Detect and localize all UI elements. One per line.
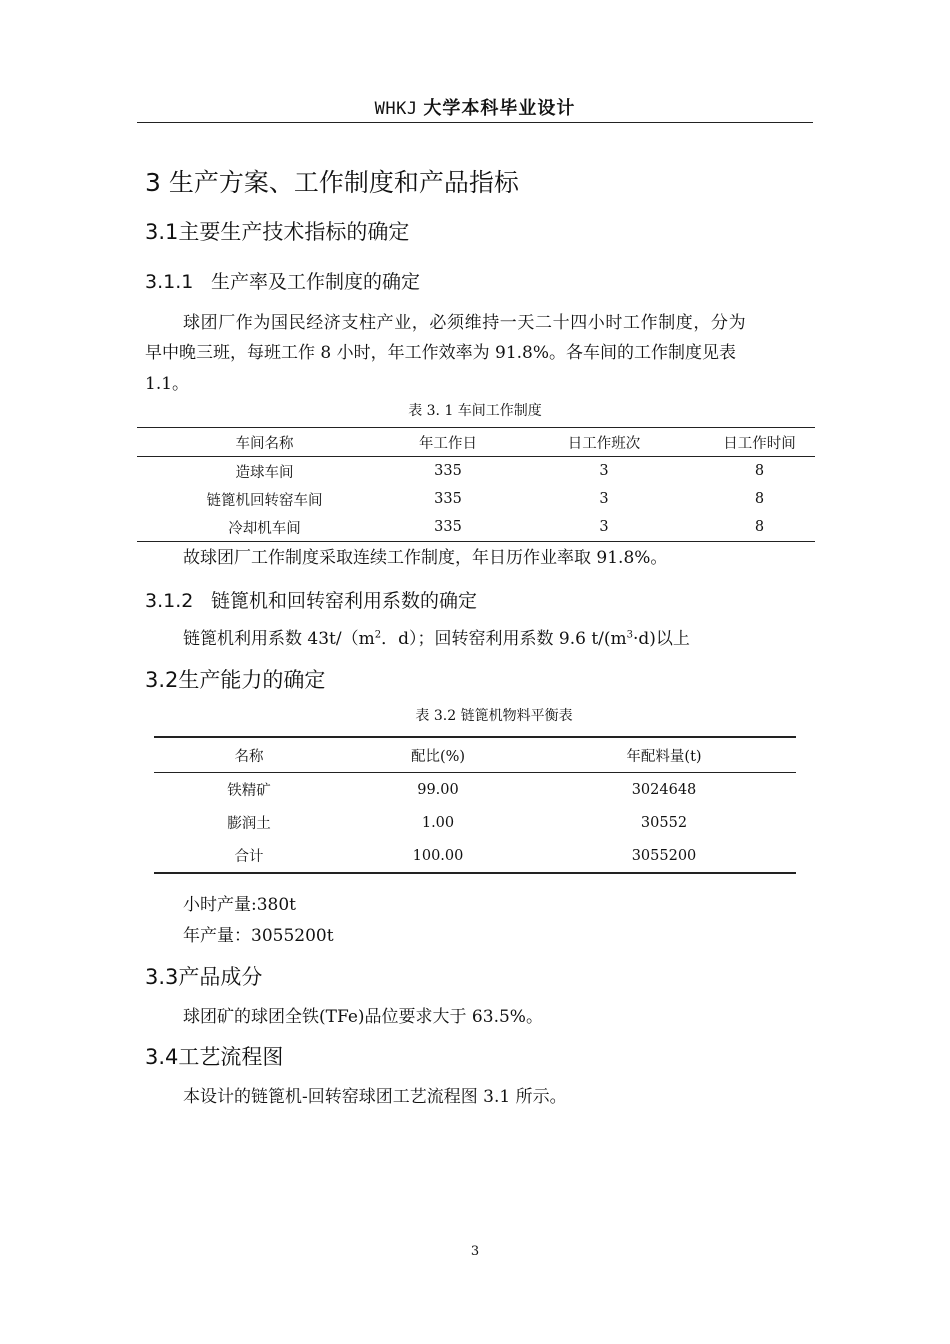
- column-header: 年配料量(t): [532, 737, 796, 773]
- section-3-2-heading: 3.2生产能力的确定: [145, 668, 326, 692]
- table-row: [154, 806, 796, 839]
- table-row: [137, 457, 815, 486]
- hourly-output: 小时产量:380t: [183, 895, 297, 915]
- superscript: 2: [374, 629, 382, 641]
- header-title: 大学本科毕业设计: [423, 98, 576, 119]
- page-header: [137, 96, 813, 123]
- table-cell: 3: [504, 513, 704, 542]
- table-cell: 铁精矿: [227, 783, 271, 799]
- text-run: 链篦机利用系数 43t/（m: [183, 629, 375, 649]
- table-cell: 1.00: [421, 814, 455, 831]
- material-balance-table: [154, 736, 796, 874]
- table-row: [137, 513, 815, 542]
- table-cell: 合计: [154, 839, 344, 873]
- page-number: 3: [470, 1244, 480, 1259]
- table-1-caption: 表 3. 1 车间工作制度: [408, 403, 542, 419]
- column-header: 日工作时间: [704, 428, 815, 457]
- text-run: ·d)以上: [633, 629, 690, 649]
- paragraph-line: 故球团厂工作制度采取连续工作制度，年日历作业率取 91.8%。: [183, 548, 668, 568]
- table-cell: 99.00: [417, 781, 459, 798]
- table-cell: 冷却机车间: [137, 513, 392, 542]
- workshop-schedule-table: [137, 427, 815, 542]
- paragraph-line: 1.1。: [145, 374, 190, 394]
- text-run: ．d）；回转窑利用系数 9.6 t/(m: [381, 629, 627, 649]
- superscript: 3: [626, 629, 634, 641]
- paragraph-line: 球团矿的球团全铁(TFe)品位要求大于 63.5%。: [183, 1007, 543, 1027]
- chapter-title: 3 生产方案、工作制度和产品指标: [145, 168, 519, 197]
- table-row: [154, 773, 796, 807]
- table-cell: 3: [599, 491, 609, 507]
- table-header-row: [154, 737, 796, 773]
- table-cell: 8: [754, 491, 765, 507]
- table-cell: 100.00: [344, 839, 532, 873]
- table-cell: 335: [392, 513, 504, 542]
- paragraph-line: 本设计的链篦机-回转窑球团工艺流程图 3.1 所示。: [183, 1087, 567, 1107]
- column-header: 日工作班次: [504, 428, 704, 457]
- section-3-3-heading: 3.3产品成分: [145, 965, 263, 989]
- section-number: 3.1.2: [145, 590, 194, 612]
- table-row: [154, 839, 796, 873]
- paragraph-line: 早中晚三班，每班工作 8 小时，年工作效率为 91.8%。各车间的工作制度见表: [145, 343, 737, 363]
- section-title: 链篦机和回转窑利用系数的确定: [211, 590, 478, 612]
- table-cell: 链篦机回转窑车间: [206, 492, 323, 509]
- table-cell: 膨润土: [227, 816, 271, 832]
- table-cell: 8: [754, 463, 765, 479]
- table-cell: 335: [434, 491, 462, 507]
- column-header: 车间名称: [137, 428, 392, 457]
- table-row: [137, 485, 815, 513]
- paragraph-line: 球团厂作为国民经济支柱产业，必须维持一天二十四小时工作制度，分为: [183, 313, 747, 333]
- utilization-coefficients: [183, 624, 690, 649]
- annual-output: 年产量：3055200t: [183, 926, 334, 946]
- header-latin: WHKJ: [374, 99, 418, 119]
- table-cell: 335: [434, 463, 462, 479]
- section-3-4-heading: 3.4工艺流程图: [145, 1045, 284, 1069]
- table-2-caption: 表 3.2 链篦机物料平衡表: [415, 708, 573, 724]
- table-cell: 8: [704, 513, 815, 542]
- table-cell: 3024648: [631, 781, 697, 798]
- section-3-1-heading: 3.1主要生产技术指标的确定: [145, 220, 410, 244]
- column-header: 配比(%): [344, 737, 532, 773]
- section-3-1-1-heading: [145, 267, 420, 294]
- section-3-1-2-heading: [145, 586, 477, 613]
- table-cell: 3055200: [532, 839, 796, 873]
- column-header: 名称: [154, 737, 344, 773]
- section-number: 3.1.1: [145, 271, 194, 293]
- column-header: 年工作日: [392, 428, 504, 457]
- table-cell: 造球车间: [235, 464, 294, 481]
- table-cell: 3: [599, 463, 609, 479]
- table-header-row: [137, 428, 815, 457]
- section-title: 生产率及工作制度的确定: [211, 271, 421, 293]
- table-cell: 30552: [640, 814, 688, 831]
